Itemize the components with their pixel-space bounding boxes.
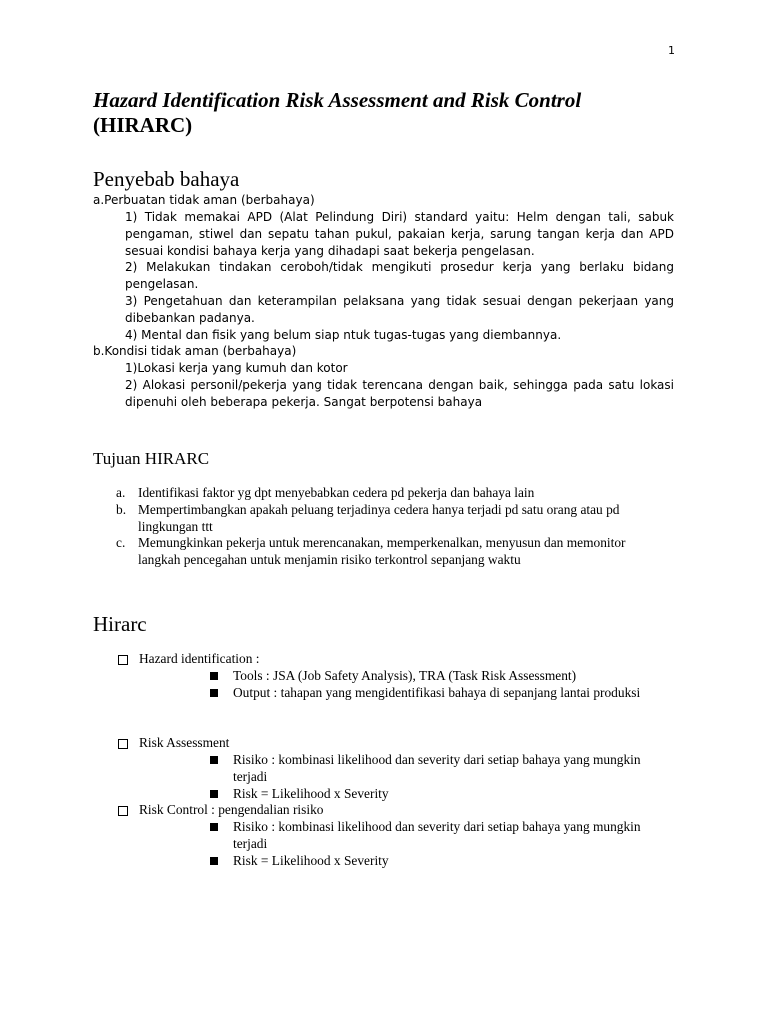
list-marker: c. bbox=[116, 535, 126, 551]
list-item bbox=[116, 485, 671, 502]
list-item bbox=[116, 535, 671, 569]
subsection-label-b: b.Kondisi tidak aman (berbahaya) bbox=[93, 344, 297, 358]
document-title bbox=[93, 88, 713, 138]
penyebab-b-list bbox=[125, 360, 674, 410]
square-bullet bbox=[210, 857, 218, 865]
page-number: 1 bbox=[668, 44, 675, 57]
square-bullet bbox=[210, 672, 218, 680]
list-item-text: Memungkinkan pekerja untuk merencanakan, memperkenalkan, menyusun dan memonitor langkah pencegahan untuk menjamin risiko terkontrol sepanjang waktu bbox=[138, 535, 626, 568]
list-marker: b. bbox=[116, 501, 127, 517]
list-item: 1) Tidak memakai APD (Alat Pelindung Diri) standard yaitu: Helm dengan tali, sabuk pengaman, stiwel dan sepatu tahan pukul, pakaian kerja, sarung tangan kerja dan APD sesuai kondisi bahaya kerja yang dihadapi saat bekerja pengelasan. bbox=[125, 210, 674, 258]
subsection-label-a: a.Perbuatan tidak aman (berbahaya) bbox=[93, 193, 315, 207]
list-item-text: Mempertimbangkan apakah peluang terjadinya cedera hanya terjadi pd satu orang atau pd lingkungan ttt bbox=[138, 501, 620, 534]
list-item: Risk = Likelihood x Severity bbox=[233, 853, 389, 868]
box-bullet bbox=[118, 655, 128, 665]
list-item: 2) Melakukan tindakan ceroboh/tidak mengikuti prosedur kerja yang berlaku bidang pengelasan. bbox=[125, 260, 674, 292]
square-bullet bbox=[210, 689, 218, 697]
list-item: 4) Mental dan fisik yang belum siap ntuk tugas-tugas yang diembannya. bbox=[125, 327, 562, 342]
square-bullet bbox=[210, 823, 218, 831]
risk-assessment-label: Risk Assessment bbox=[139, 735, 230, 750]
risk-control-label: Risk Control : pengendalian risiko bbox=[139, 802, 324, 817]
section-heading-hirarc: Hirarc bbox=[93, 612, 147, 636]
list-item: Output : tahapan yang mengidentifikasi bahaya di sepanjang lantai produksi bbox=[233, 685, 641, 700]
list-item: Tools : JSA (Job Safety Analysis), TRA (Task Risk Assessment) bbox=[233, 668, 577, 683]
section-heading-penyebab: Penyebab bahaya bbox=[93, 167, 240, 191]
list-item: Risiko : kombinasi likelihood dan severity dari setiap bahaya yang mungkin terjadi bbox=[233, 819, 641, 851]
list-item bbox=[116, 502, 671, 536]
list-item: 3) Pengetahuan dan keterampilan pelaksana yang tidak sesuai dengan pekerjaan yang dibebankan padanya. bbox=[125, 293, 674, 325]
square-bullet bbox=[210, 790, 218, 798]
list-item-text: Identifikasi faktor yg dpt menyebabkan cedera pd pekerja dan bahaya lain bbox=[138, 485, 535, 500]
list-item: Risiko : kombinasi likelihood dan severity dari setiap bahaya yang mungkin terjadi bbox=[233, 752, 641, 784]
list-item: 2) Alokasi personil/pekerja yang tidak terencana dengan baik, sehingga pada satu lokasi dipenuhi oleh beberapa pekerja. Sangat berpotensi bahaya bbox=[125, 377, 674, 409]
section-heading-tujuan: Tujuan HIRARC bbox=[93, 449, 210, 468]
title-abbr: (HIRARC) bbox=[93, 113, 193, 137]
hazard-identification-label: Hazard identification : bbox=[139, 651, 260, 666]
list-item: Risk = Likelihood x Severity bbox=[233, 786, 389, 801]
tujuan-list bbox=[116, 485, 671, 569]
list-marker: a. bbox=[116, 485, 126, 500]
penyebab-a-list bbox=[125, 209, 674, 343]
box-bullet bbox=[118, 739, 128, 749]
list-item: 1)Lokasi kerja yang kumuh dan kotor bbox=[125, 361, 348, 375]
title-main: Hazard Identification Risk Assessment and Risk Control bbox=[93, 88, 582, 112]
square-bullet bbox=[210, 756, 218, 764]
box-bullet bbox=[118, 806, 128, 816]
